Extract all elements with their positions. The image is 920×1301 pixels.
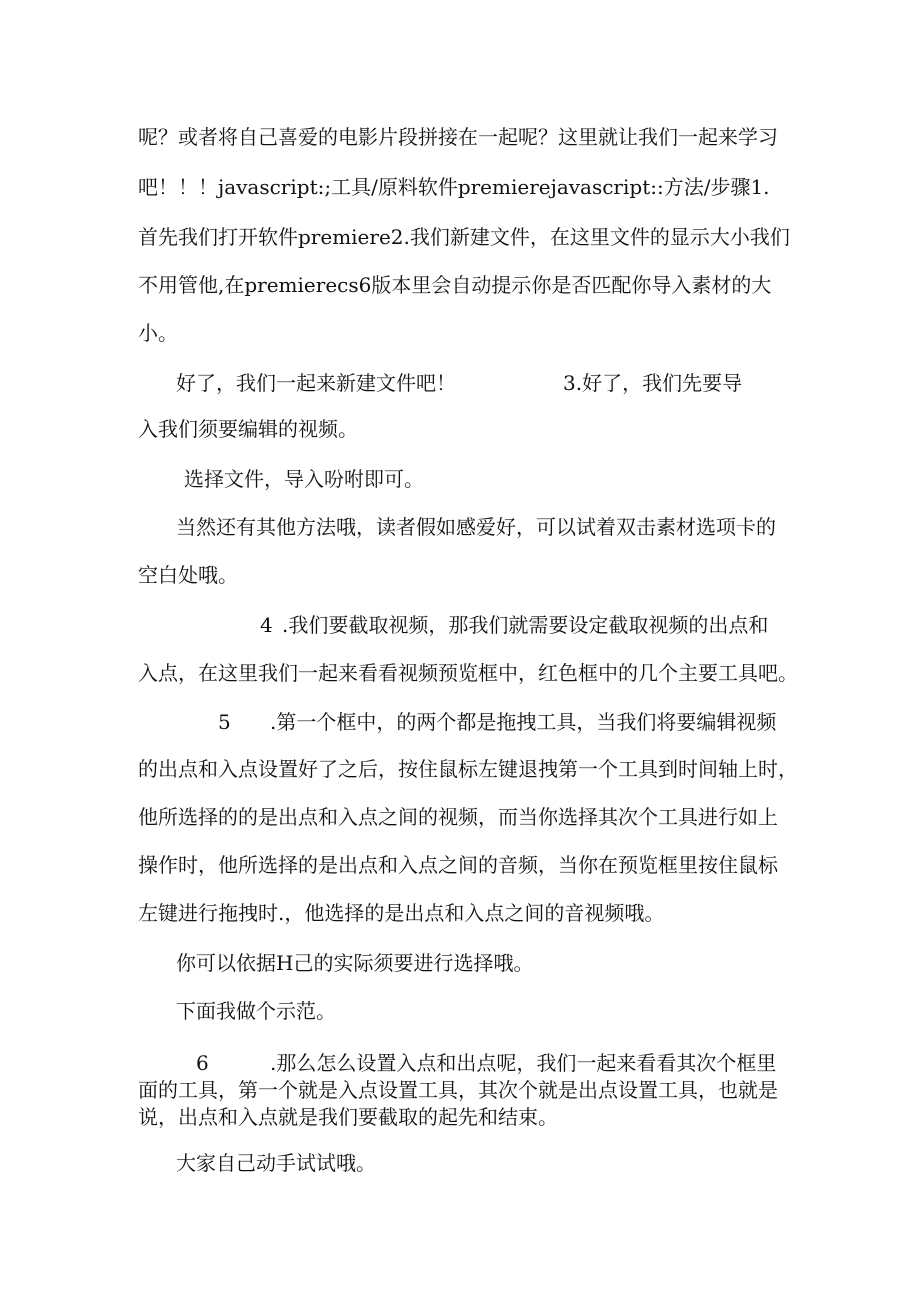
step-number: 6 [196, 1051, 209, 1075]
text-line: 空白处哦。 [138, 563, 238, 587]
text-line: .我们要截取视频，那我们就需要设定截取视频的出点和 [282, 613, 769, 637]
text-line: 大家自己动手试试哦。 [176, 1151, 376, 1175]
step-number: 4 [260, 613, 273, 637]
text-line: 你可以依据H己的实际须要进行选择哦。 [176, 951, 534, 975]
text-line: 当然还有其他方法哦，读者假如感爱好，可以试着双击素材选项卡的 [176, 515, 776, 539]
text-line: .那么怎么设置入点和出点呢，我们一起来看看其次个框里 [270, 1051, 777, 1075]
text-line: 首先我们打开软件premiere2.我们新建文件，在这里文件的显示大小我们 [138, 225, 790, 249]
step-number: 5 [218, 710, 231, 734]
text-line: 3.好了，我们先要导 [563, 371, 743, 395]
text-line: 呢？或者将自己喜爱的电影片段拼接在一起呢？这里就让我们一起来学习 [138, 125, 778, 149]
text-line: 入点，在这里我们一起来看看视频预览框中，红色框中的几个主要工具吧。 [138, 661, 798, 685]
text-line: 他所选择的的是出点和入点之间的视频，而当你选择其次个工具进行如上 [138, 805, 778, 829]
text-line: 左键进行拖拽时.，他选择的是出点和入点之间的音视频哦。 [138, 901, 665, 925]
text-line: 不用管他,在premierecs6版本里会自动提示你是否匹配你导入素材的大 [138, 273, 772, 297]
text-line: 吧！！！javascript:;工具/原料软件premierejavascript::方法/步骤1. [138, 175, 770, 199]
text-line: 好了，我们一起来新建文件吧！ [176, 371, 456, 395]
text-line: 操作时，他所选择的是出点和入点之间的音频，当你在预览框里按住鼠标 [138, 853, 778, 877]
text-line: 的出点和入点设置好了之后，按住鼠标左键退拽第一个工具到时间轴上时， [138, 757, 798, 781]
text-line: .第一个框中，的两个都是拖拽工具，当我们将要编辑视频 [270, 710, 777, 734]
text-line: 面的工具，第一个就是入点设置工具，其次个就是出点设置工具，也就是 [138, 1078, 778, 1102]
text-line: 说，出点和入点就是我们要截取的起先和结束。 [138, 1105, 558, 1129]
text-line: 选择文件，导入吩咐即可。 [184, 467, 424, 491]
text-line: 小。 [138, 321, 178, 345]
text-line: 入我们须要编辑的视频。 [138, 417, 358, 441]
text-line: 下面我做个示范。 [176, 999, 336, 1023]
